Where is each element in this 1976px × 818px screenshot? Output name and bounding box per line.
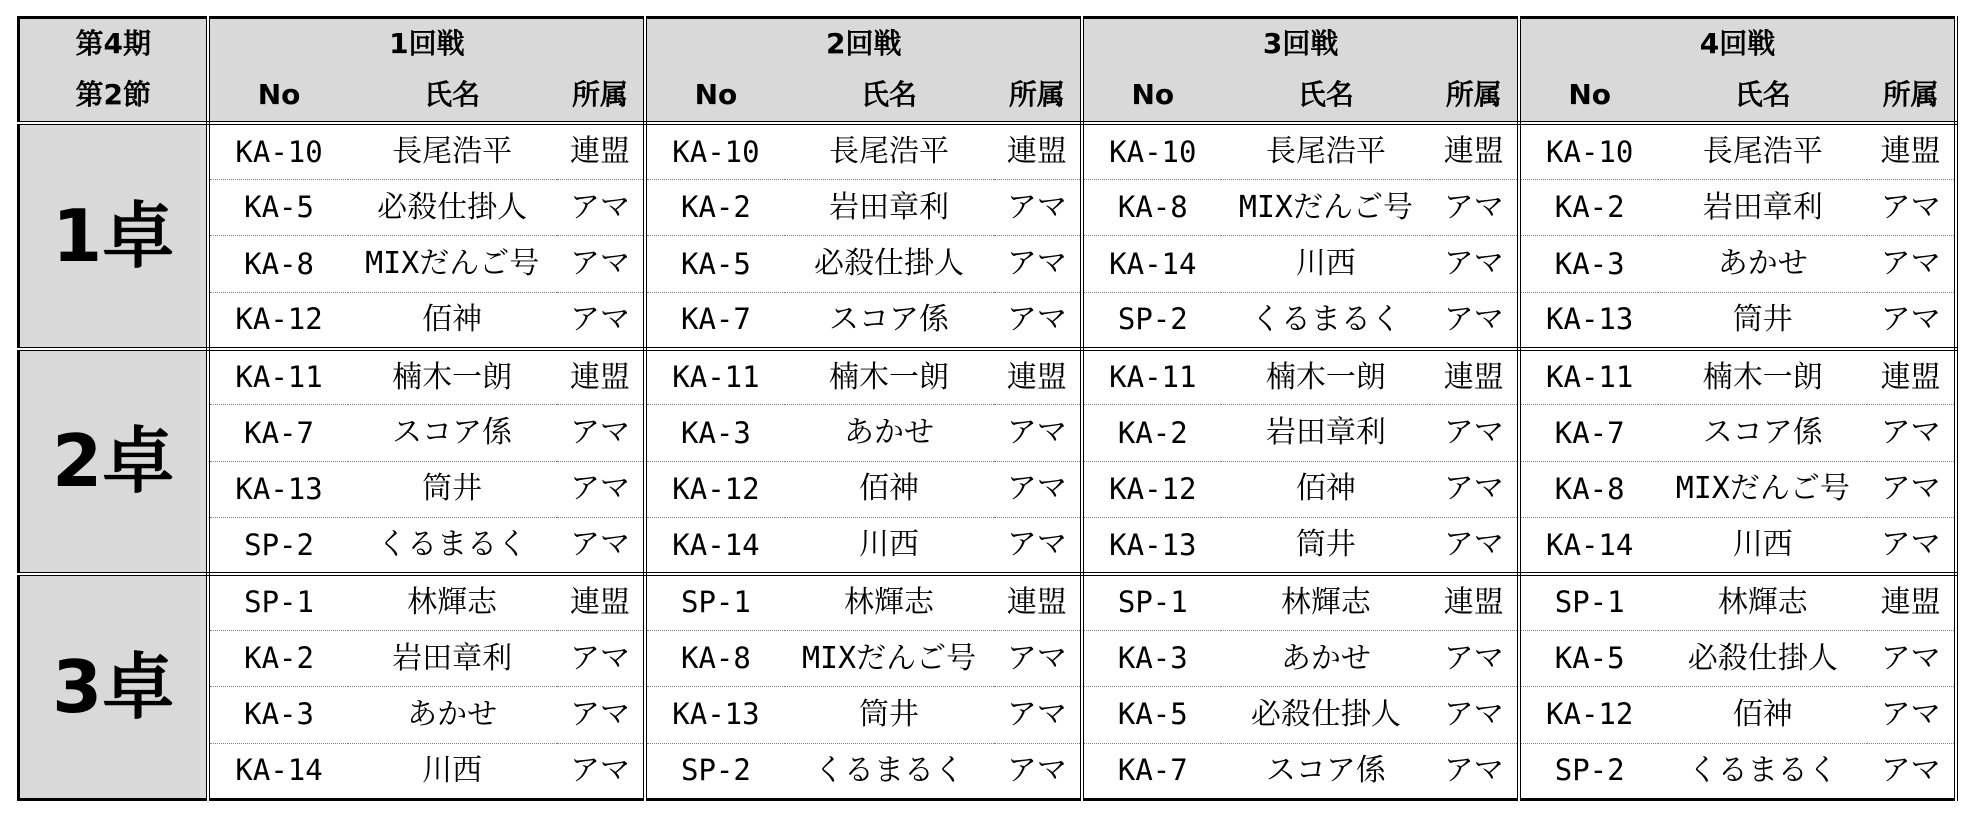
- player-affiliation: アマ: [1430, 630, 1519, 686]
- player-no: KA-2: [1519, 180, 1658, 236]
- table-row: [19, 292, 1957, 348]
- player-name: スコア係: [1265, 752, 1386, 788]
- player-affiliation: アマ: [557, 687, 646, 743]
- player-affiliation: アマ: [1867, 630, 1956, 686]
- player-no: KA-5: [1519, 630, 1658, 686]
- player-no: KA-10: [645, 123, 784, 179]
- player-name: 佰神: [1221, 461, 1430, 517]
- player-name: 筒井: [785, 687, 994, 743]
- player-name: 岩田章利: [348, 630, 557, 686]
- player-no: KA-11: [1519, 349, 1658, 405]
- player-no: KA-2: [1082, 405, 1221, 461]
- player-name: 楠木一朗: [1658, 349, 1867, 405]
- player-no: KA-7: [645, 292, 784, 348]
- player-no: KA-7: [1117, 753, 1188, 788]
- player-affiliation: 連盟: [557, 349, 646, 405]
- player-name: 林輝志: [785, 574, 994, 630]
- player-no: SP-2: [681, 753, 751, 788]
- column-header-no: No: [645, 70, 784, 123]
- player-affiliation: アマ: [1867, 292, 1956, 348]
- player-name: スコア係: [348, 405, 557, 461]
- player-affiliation: アマ: [1430, 743, 1519, 799]
- player-no: KA-12: [208, 292, 347, 348]
- player-no: KA-8: [208, 236, 347, 292]
- player-name: 林輝志: [1658, 574, 1867, 630]
- season-label: 第4期: [19, 18, 209, 70]
- player-no: KA-11: [645, 349, 784, 405]
- column-header-affiliation: 所属: [1867, 70, 1956, 123]
- player-name: あかせ: [785, 405, 994, 461]
- player-affiliation: アマ: [1867, 180, 1956, 236]
- player-no: KA-14: [645, 518, 784, 574]
- player-no: KA-5: [1082, 687, 1221, 743]
- player-affiliation: 連盟: [1867, 123, 1956, 179]
- table-row: [19, 630, 1957, 686]
- player-affiliation: アマ: [557, 461, 646, 517]
- player-no: KA-3: [1082, 630, 1221, 686]
- table-row: [19, 518, 1957, 574]
- player-affiliation: アマ: [557, 236, 646, 292]
- player-no: KA-2: [208, 630, 347, 686]
- header-round-row: [19, 18, 1957, 70]
- player-name: 楠木一朗: [348, 349, 557, 405]
- player-affiliation: アマ: [557, 292, 646, 348]
- table-row: [19, 743, 1957, 799]
- player-name: 川西: [1658, 518, 1867, 574]
- round-title: 1回戦: [208, 18, 645, 70]
- player-affiliation: アマ: [1867, 236, 1956, 292]
- player-affiliation: 連盟: [1430, 574, 1519, 630]
- player-no: SP-1: [1519, 574, 1658, 630]
- column-header-affiliation: 所属: [557, 70, 646, 123]
- player-name: 筒井: [348, 461, 557, 517]
- player-no: SP-2: [1554, 753, 1625, 788]
- player-no: KA-13: [208, 461, 347, 517]
- player-name: くるまるく: [1687, 752, 1838, 788]
- column-header-name: 氏名: [785, 70, 994, 123]
- player-no: SP-2: [208, 518, 347, 574]
- player-no: KA-5: [208, 180, 347, 236]
- table-label: 1卓: [19, 123, 209, 348]
- player-name: 楠木一朗: [1221, 349, 1430, 405]
- player-name: くるまるく: [814, 752, 965, 788]
- player-affiliation: 連盟: [1867, 574, 1956, 630]
- player-affiliation: アマ: [1430, 687, 1519, 743]
- player-affiliation: 連盟: [557, 123, 646, 179]
- player-affiliation: 連盟: [994, 123, 1083, 179]
- player-name: MIXだんご号: [1658, 461, 1867, 517]
- player-affiliation: アマ: [557, 630, 646, 686]
- player-affiliation: 連盟: [1430, 123, 1519, 179]
- player-no: SP-2: [1082, 292, 1221, 348]
- column-header-affiliation: 所属: [994, 70, 1083, 123]
- player-no: KA-5: [645, 236, 784, 292]
- player-no: KA-2: [645, 180, 784, 236]
- player-affiliation: アマ: [1430, 292, 1519, 348]
- player-no: KA-13: [1082, 518, 1221, 574]
- player-name: 筒井: [1221, 518, 1430, 574]
- player-name: 必殺仕掛人: [1658, 630, 1867, 686]
- column-header-affiliation: 所属: [1430, 70, 1519, 123]
- player-no: KA-11: [1082, 349, 1221, 405]
- player-no: KA-12: [1082, 461, 1221, 517]
- player-affiliation: アマ: [994, 518, 1083, 574]
- player-no: KA-7: [1519, 405, 1658, 461]
- column-header-no: No: [1082, 70, 1221, 123]
- player-affiliation: アマ: [557, 518, 646, 574]
- player-name: 川西: [785, 518, 994, 574]
- player-name: 佰神: [785, 461, 994, 517]
- player-name: 必殺仕掛人: [1221, 687, 1430, 743]
- player-name: 筒井: [1658, 292, 1867, 348]
- player-affiliation: アマ: [1867, 405, 1956, 461]
- player-affiliation: アマ: [1430, 518, 1519, 574]
- player-no: KA-10: [208, 123, 347, 179]
- player-affiliation: 連盟: [557, 574, 646, 630]
- player-affiliation: アマ: [994, 292, 1083, 348]
- player-name: 林輝志: [348, 574, 557, 630]
- player-no: KA-8: [1082, 180, 1221, 236]
- player-no: KA-10: [1082, 123, 1221, 179]
- player-name: MIXだんご号: [785, 630, 994, 686]
- table-row: [19, 687, 1957, 743]
- player-name: スコア係: [785, 292, 994, 348]
- player-name: 林輝志: [1221, 574, 1430, 630]
- player-no: KA-13: [1519, 292, 1658, 348]
- player-name: スコア係: [1658, 405, 1867, 461]
- player-affiliation: アマ: [1430, 405, 1519, 461]
- player-affiliation: アマ: [1867, 518, 1956, 574]
- player-name: 佰神: [348, 292, 557, 348]
- player-name: MIXだんご号: [348, 236, 557, 292]
- round-title: 3回戦: [1082, 18, 1519, 70]
- column-header-name: 氏名: [1658, 70, 1867, 123]
- player-name: あかせ: [1221, 630, 1430, 686]
- player-affiliation: アマ: [994, 180, 1083, 236]
- player-affiliation: 連盟: [1430, 349, 1519, 405]
- player-affiliation: 連盟: [994, 574, 1083, 630]
- player-no: KA-10: [1519, 123, 1658, 179]
- table-label: 2卓: [19, 349, 209, 574]
- player-no: KA-3: [208, 687, 347, 743]
- table-row: [19, 180, 1957, 236]
- player-no: KA-3: [1519, 236, 1658, 292]
- player-name: 必殺仕掛人: [348, 180, 557, 236]
- player-no: KA-8: [645, 630, 784, 686]
- player-affiliation: アマ: [994, 405, 1083, 461]
- player-no: KA-3: [645, 405, 784, 461]
- section-label: 第2節: [19, 70, 209, 123]
- match-schedule-table: [17, 16, 1958, 801]
- round-title: 4回戦: [1519, 18, 1956, 70]
- player-affiliation: アマ: [557, 405, 646, 461]
- column-header-no: No: [208, 70, 347, 123]
- player-affiliation: アマ: [1430, 180, 1519, 236]
- column-header-name: 氏名: [348, 70, 557, 123]
- player-name: 佰神: [1658, 687, 1867, 743]
- player-affiliation: アマ: [994, 630, 1083, 686]
- player-name: 川西: [422, 752, 483, 788]
- table-label: 3卓: [19, 574, 209, 799]
- player-name: くるまるく: [1221, 292, 1430, 348]
- player-no: KA-8: [1519, 461, 1658, 517]
- player-name: 楠木一朗: [785, 349, 994, 405]
- player-no: KA-14: [235, 753, 323, 788]
- player-affiliation: アマ: [557, 743, 646, 799]
- player-no: SP-1: [645, 574, 784, 630]
- player-affiliation: アマ: [994, 461, 1083, 517]
- table-row: [19, 461, 1957, 517]
- player-name: 岩田章利: [1221, 405, 1430, 461]
- player-name: 岩田章利: [785, 180, 994, 236]
- player-affiliation: アマ: [1867, 461, 1956, 517]
- column-header-no: No: [1519, 70, 1658, 123]
- player-no: KA-12: [1519, 687, 1658, 743]
- player-name: 川西: [1221, 236, 1430, 292]
- player-affiliation: アマ: [1867, 687, 1956, 743]
- player-affiliation: アマ: [1430, 461, 1519, 517]
- table-row: [19, 349, 1957, 405]
- player-name: 長尾浩平: [785, 123, 994, 179]
- table-row: [19, 123, 1957, 179]
- table-row: [19, 405, 1957, 461]
- player-affiliation: アマ: [994, 236, 1083, 292]
- player-affiliation: アマ: [994, 743, 1083, 799]
- player-name: 長尾浩平: [1658, 123, 1867, 179]
- player-name: 必殺仕掛人: [785, 236, 994, 292]
- header-column-row: [19, 70, 1957, 123]
- player-no: KA-14: [1519, 518, 1658, 574]
- table-row: [19, 574, 1957, 630]
- player-name: あかせ: [348, 687, 557, 743]
- player-name: くるまるく: [348, 518, 557, 574]
- column-header-name: 氏名: [1221, 70, 1430, 123]
- round-title: 2回戦: [645, 18, 1082, 70]
- player-name: 岩田章利: [1658, 180, 1867, 236]
- player-affiliation: 連盟: [994, 349, 1083, 405]
- player-affiliation: アマ: [994, 687, 1083, 743]
- player-affiliation: 連盟: [1867, 349, 1956, 405]
- player-no: KA-11: [208, 349, 347, 405]
- player-affiliation: アマ: [557, 180, 646, 236]
- player-name: 長尾浩平: [1221, 123, 1430, 179]
- player-no: KA-14: [1082, 236, 1221, 292]
- table-row: [19, 236, 1957, 292]
- player-no: SP-1: [1082, 574, 1221, 630]
- player-no: KA-12: [645, 461, 784, 517]
- player-name: MIXだんご号: [1221, 180, 1430, 236]
- player-no: SP-1: [208, 574, 347, 630]
- player-no: KA-13: [645, 687, 784, 743]
- player-name: あかせ: [1658, 236, 1867, 292]
- player-name: 長尾浩平: [348, 123, 557, 179]
- player-affiliation: アマ: [1430, 236, 1519, 292]
- player-affiliation: アマ: [1867, 743, 1956, 799]
- player-no: KA-7: [208, 405, 347, 461]
